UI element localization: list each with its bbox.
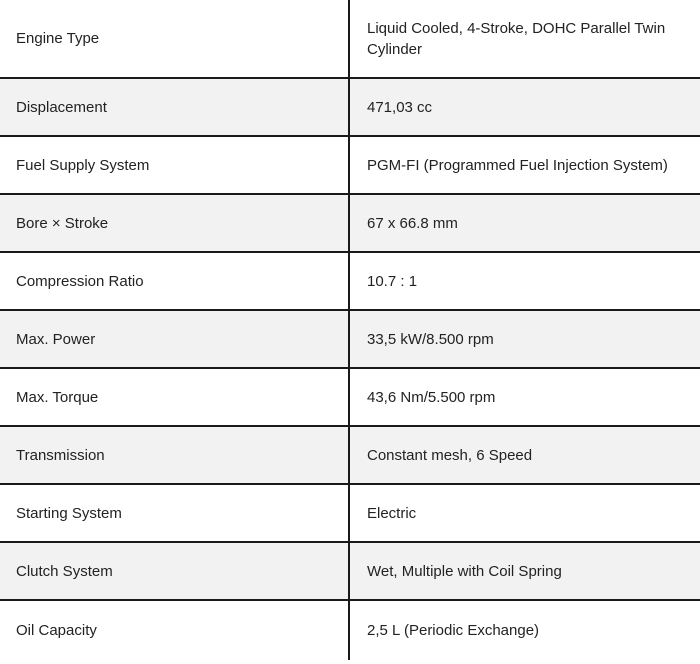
spec-label: Displacement (0, 78, 349, 136)
spec-value: Wet, Multiple with Coil Spring (349, 542, 700, 600)
spec-value: Liquid Cooled, 4-Stroke, DOHC Parallel Twin Cylinder (349, 0, 700, 78)
spec-value: 43,6 Nm/5.500 rpm (349, 368, 700, 426)
spec-value: Electric (349, 484, 700, 542)
table-row (0, 136, 700, 194)
spec-label: Max. Torque (0, 368, 349, 426)
table-row (0, 252, 700, 310)
spec-label: Compression Ratio (0, 252, 349, 310)
spec-label: Starting System (0, 484, 349, 542)
table-row (0, 194, 700, 252)
spec-value: Constant mesh, 6 Speed (349, 426, 700, 484)
spec-label: Oil Capacity (0, 600, 349, 660)
spec-label: Fuel Supply System (0, 136, 349, 194)
table-row (0, 484, 700, 542)
spec-value: 10.7 : 1 (349, 252, 700, 310)
spec-value: 2,5 L (Periodic Exchange) (349, 600, 700, 660)
spec-value: 471,03 cc (349, 78, 700, 136)
table-row (0, 368, 700, 426)
table-row (0, 310, 700, 368)
table-row (0, 0, 700, 78)
spec-label: Bore × Stroke (0, 194, 349, 252)
table-row (0, 426, 700, 484)
table-row (0, 600, 700, 660)
spec-label: Transmission (0, 426, 349, 484)
spec-label: Max. Power (0, 310, 349, 368)
spec-value: PGM-FI (Programmed Fuel Injection System) (349, 136, 700, 194)
spec-label: Engine Type (0, 0, 349, 78)
spec-value: 67 x 66.8 mm (349, 194, 700, 252)
spec-label: Clutch System (0, 542, 349, 600)
spec-value: 33,5 kW/8.500 rpm (349, 310, 700, 368)
table-row (0, 78, 700, 136)
table-row (0, 542, 700, 600)
